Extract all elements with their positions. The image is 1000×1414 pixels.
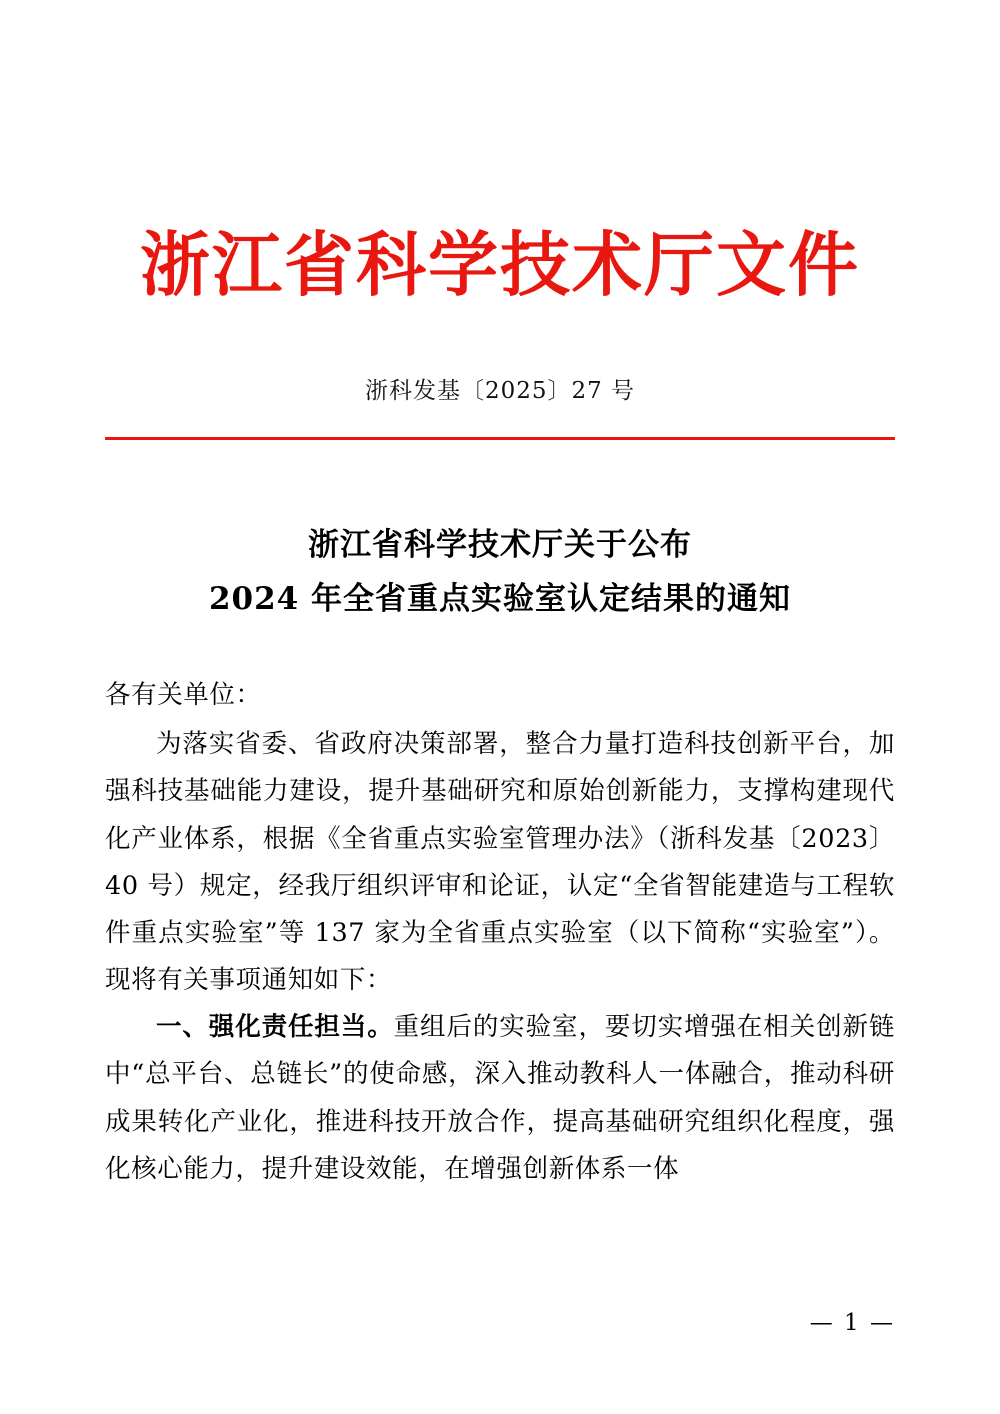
page-title — [105, 518, 895, 627]
page-title-line-1: 浙江省科学技术厅关于公布 — [308, 526, 692, 563]
document-body — [105, 672, 895, 1193]
section-1-text: 重组后的实验室，要切实增强在相关创新链中“总平台、总链长”的使命感，深入推动教科人一体融合，推动科研成果转化产业化，推进科技开放合作，提高基础研究组织化程度，强化核心能力，提升建设效能，在增强创新体系一体 — [105, 1012, 895, 1184]
document-masthead: 浙江省科学技术厅文件 — [140, 223, 860, 306]
body-paragraph-1: 为落实省委、省政府决策部署，整合力量打造科技创新平台，加强科技基础能力建设，提升基础研究和原始创新能力，支撑构建现代化产业体系，根据《全省重点实验室管理办法》（浙科发基〔2023〕40 号）规定，经我厅组织评审和论证，认定“全省智能建造与工程软件重点实验室”等 137 家为全省重点实验室（以下简称“实验室”）。现将有关事项通知如下： — [105, 729, 895, 996]
page-title-line-2: 2024 年全省重点实验室认定结果的通知 — [208, 580, 792, 617]
page-number: — 1 — — [809, 1310, 895, 1336]
section-heading-1: 一、强化责任担当。 — [156, 1012, 394, 1043]
document-number: 浙科发基〔2025〕27 号 — [364, 377, 636, 404]
red-divider-rule — [105, 437, 895, 440]
body-paragraph-2 — [105, 1004, 895, 1193]
salutation: 各有关单位： — [105, 680, 262, 710]
